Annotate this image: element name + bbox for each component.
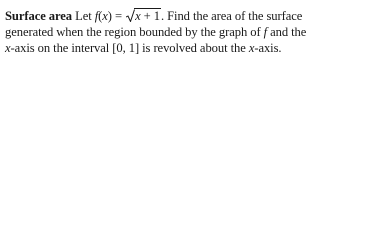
variable-x: x (248, 41, 255, 55)
text-segment: -axis. (254, 41, 282, 55)
text-segment: generated when the region bounded by the graph of (5, 25, 264, 39)
text-segment: ( (98, 9, 103, 23)
variable-x: x (102, 9, 108, 23)
problem-statement (5, 8, 373, 56)
square-root (126, 8, 161, 24)
function-name: f (94, 9, 99, 23)
variable-x: x (5, 41, 11, 55)
text-segment: + 1 (140, 9, 160, 23)
text-segment: Let (75, 9, 95, 23)
text-segment: and the (267, 25, 307, 39)
text-segment: -axis on the interval [0, 1] is revolved about the (10, 41, 249, 55)
variable-x: x (135, 9, 141, 23)
text-segment: ) = (107, 9, 126, 23)
problem-line-2 (5, 24, 373, 40)
problem-line-3 (5, 40, 373, 56)
problem-line-1 (5, 8, 373, 24)
problem-heading: Surface area (5, 9, 73, 23)
radicand (134, 8, 161, 23)
radical-sign-icon (126, 9, 135, 22)
text-segment: . Find the area of the surface (160, 9, 303, 23)
function-name: f (263, 25, 268, 39)
